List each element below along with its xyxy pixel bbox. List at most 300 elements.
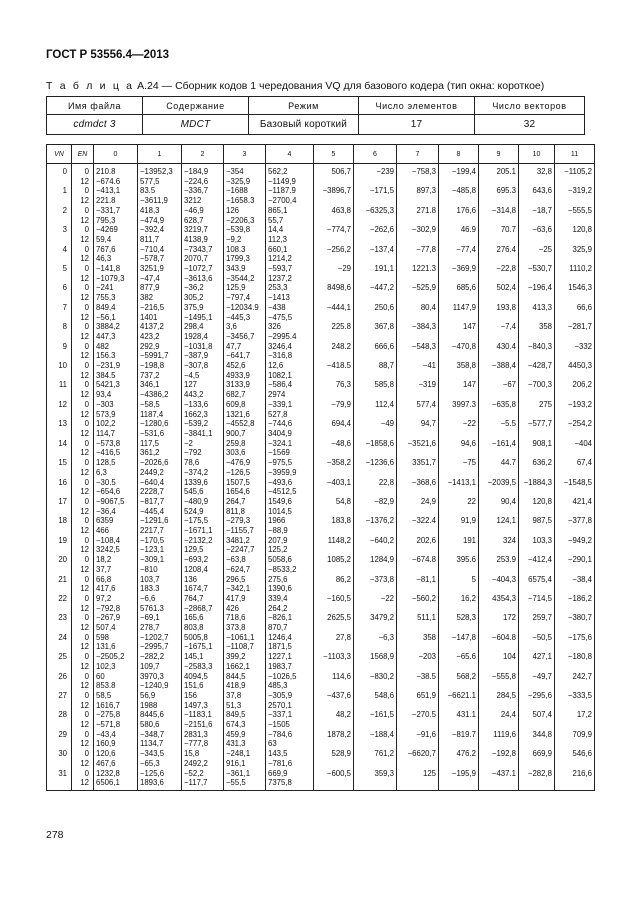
table-cell: −125,6 1893,6 bbox=[138, 769, 182, 791]
table-cell: −322.4 bbox=[397, 516, 439, 535]
row-en: 0 12 bbox=[72, 672, 94, 691]
table-cell: 718,6 373,8 bbox=[224, 613, 266, 632]
table-cell: −79,9 bbox=[314, 400, 354, 419]
table-cell: 431.1 bbox=[439, 710, 479, 729]
table-cell: −307,8 −4,5 bbox=[182, 361, 224, 380]
table-cell: 1110,2 bbox=[555, 264, 595, 283]
table-cell: −69,1 278,7 bbox=[138, 613, 182, 632]
table-cell: −175,5 −1671,1 bbox=[182, 516, 224, 535]
table-cell: −141,8 −1079,3 bbox=[94, 264, 138, 283]
table-cell: 48,2 bbox=[314, 710, 354, 729]
table-row bbox=[47, 769, 595, 791]
table-cell: −38,4 bbox=[555, 575, 595, 594]
table-cell: −256,2 bbox=[314, 245, 354, 264]
row-vn: 10 bbox=[47, 361, 72, 380]
row-en: 0 12 bbox=[72, 342, 94, 361]
table-row bbox=[47, 516, 595, 535]
table-cell: −412,4 bbox=[519, 555, 555, 574]
table-cell: 3481,2 −2247,7 bbox=[224, 536, 266, 555]
table-cell: −7,4 bbox=[479, 322, 519, 341]
table-cell: 242,7 bbox=[555, 672, 595, 691]
header-col-11: 11 bbox=[555, 145, 595, 164]
table-cell: −281,7 bbox=[555, 322, 595, 341]
table-cell: 120,8 bbox=[519, 497, 555, 516]
table-cell: −593,7 1237,2 bbox=[266, 264, 314, 283]
table-cell: 250,6 bbox=[354, 303, 397, 322]
table-cell: 46.9 bbox=[439, 225, 479, 244]
table-cell: 58,5 1616,7 bbox=[94, 691, 138, 710]
table-cell: −336,7 3212 bbox=[182, 186, 224, 205]
table-cell: 358 bbox=[397, 633, 439, 652]
table-cell: 5421,3 93,4 bbox=[94, 380, 138, 399]
table-cell: 248.2 bbox=[314, 342, 354, 361]
header-filename: Имя файла bbox=[47, 97, 143, 115]
table-cell: −319 bbox=[397, 380, 439, 399]
table-cell: −203 bbox=[397, 652, 439, 671]
table-cell: −77,4 bbox=[439, 245, 479, 264]
table-cell: −38.5 bbox=[397, 672, 439, 691]
table-cell: 3251,9 −47,4 bbox=[138, 264, 182, 283]
table-cell: −319,2 bbox=[555, 186, 595, 205]
table-cell: −303 573,9 bbox=[94, 400, 138, 419]
table-cell: 3219,7 4138,9 bbox=[182, 225, 224, 244]
table-cell: −1105,2 bbox=[555, 164, 595, 187]
table-cell: −337,1 −1505 bbox=[266, 710, 314, 729]
table-cell: −348,7 1134,7 bbox=[138, 730, 182, 749]
table-cell: 18,2 37,7 bbox=[94, 555, 138, 574]
table-cell: 1085,2 bbox=[314, 555, 354, 574]
table-cell: −199,4 bbox=[439, 164, 479, 187]
table-row bbox=[47, 322, 595, 341]
table-cell: −949,2 bbox=[555, 536, 595, 555]
table-cell: 120,6 467,6 bbox=[94, 749, 138, 768]
table-cell: 14,4 112,3 bbox=[266, 225, 314, 244]
row-vn: 19 bbox=[47, 536, 72, 555]
table-cell: −332 bbox=[555, 342, 595, 361]
table-cell: 5 bbox=[439, 575, 479, 594]
table-cell: −1072,7 −3613,6 bbox=[182, 264, 224, 283]
table-cell: −49,7 bbox=[519, 672, 555, 691]
table-row bbox=[47, 478, 595, 497]
table-cell: −91,6 bbox=[397, 730, 439, 749]
table-cell: −36,2 305,2 bbox=[182, 283, 224, 302]
table-cell: −184,9 −224,6 bbox=[182, 164, 224, 187]
table-cell: −295,6 bbox=[519, 691, 555, 710]
table-cell: −290,1 bbox=[555, 555, 595, 574]
table-cell: 609,8 1321,6 bbox=[224, 400, 266, 419]
table-cell: 325,9 bbox=[555, 245, 595, 264]
table-cell: −447,2 bbox=[354, 283, 397, 302]
table-cell: −826,1 870,7 bbox=[266, 613, 314, 632]
table-cell: 276.4 bbox=[479, 245, 519, 264]
table-cell: −3896,7 bbox=[314, 186, 354, 205]
row-vn: 6 bbox=[47, 283, 72, 302]
table-cell: −81,1 bbox=[397, 575, 439, 594]
table-row bbox=[47, 264, 595, 283]
table-cell: 2625,5 bbox=[314, 613, 354, 632]
table-cell: 292,9 −5991,7 bbox=[138, 342, 182, 361]
table-cell: −1236,6 bbox=[354, 458, 397, 477]
table-cell: 80,4 bbox=[397, 303, 439, 322]
table-cell: 66,6 bbox=[555, 303, 595, 322]
table-cell: −560,2 bbox=[397, 594, 439, 613]
table-cell: 463,8 bbox=[314, 206, 354, 225]
table-cell: −470,8 bbox=[439, 342, 479, 361]
table-cell: −49 bbox=[354, 419, 397, 438]
table-cell: −2026,6 2449,2 bbox=[138, 458, 182, 477]
table-cell: 358,8 bbox=[439, 361, 479, 380]
table-cell: 577,4 bbox=[397, 400, 439, 419]
row-en: 0 12 bbox=[72, 225, 94, 244]
row-vn: 20 bbox=[47, 555, 72, 574]
row-en: 0 12 bbox=[72, 322, 94, 341]
table-cell: −525,9 bbox=[397, 283, 439, 302]
table-row bbox=[47, 400, 595, 419]
header-col-0: 0 bbox=[94, 145, 138, 164]
table-cell: −3521,6 bbox=[397, 439, 439, 458]
table-cell: 3479,2 bbox=[354, 613, 397, 632]
table-cell: 1227,1 1983,7 bbox=[266, 652, 314, 671]
table-cell: 102,2 114,7 bbox=[94, 419, 138, 438]
row-vn: 14 bbox=[47, 439, 72, 458]
table-cell: −392,4 811,7 bbox=[138, 225, 182, 244]
table-row bbox=[47, 730, 595, 749]
table-cell: 16,2 bbox=[439, 594, 479, 613]
table-cell: −604.8 bbox=[479, 633, 519, 652]
table-cell: −241 755,3 bbox=[94, 283, 138, 302]
row-en: 0 12 bbox=[72, 458, 94, 477]
table-cell: −373,8 bbox=[354, 575, 397, 594]
table-cell: −82,9 bbox=[354, 497, 397, 516]
row-en: 0 12 bbox=[72, 613, 94, 632]
table-cell: −577,7 bbox=[519, 419, 555, 438]
header-col-6: 6 bbox=[354, 145, 397, 164]
table-cell: 5058,6 −8533,2 bbox=[266, 555, 314, 574]
row-en: 0 12 bbox=[72, 439, 94, 458]
table-cell: 37,8 51,3 bbox=[224, 691, 266, 710]
table-cell: 216,6 bbox=[555, 769, 595, 791]
table-cell: −354 −325,9 bbox=[224, 164, 266, 187]
table-cell: −262,6 bbox=[354, 225, 397, 244]
table-cell: 1568,9 bbox=[354, 652, 397, 671]
table-cell: 206,2 bbox=[555, 380, 595, 399]
row-vn: 16 bbox=[47, 478, 72, 497]
row-vn: 26 bbox=[47, 672, 72, 691]
row-vn: 30 bbox=[47, 749, 72, 768]
table-row bbox=[47, 225, 595, 244]
table-cell: −161,4 bbox=[479, 439, 519, 458]
table-cell: 15,8 2492,2 bbox=[182, 749, 224, 768]
table-cell: −29 bbox=[314, 264, 354, 283]
table-cell: 908,1 bbox=[519, 439, 555, 458]
header-col-8: 8 bbox=[439, 145, 479, 164]
table-cell: 764,7 −2868,7 bbox=[182, 594, 224, 613]
table-cell: 1148,2 bbox=[314, 536, 354, 555]
table-cell: 585,8 bbox=[354, 380, 397, 399]
table-cell: 70.7 bbox=[479, 225, 519, 244]
table-cell: −254,2 bbox=[555, 419, 595, 438]
table-cell: 172 bbox=[479, 613, 519, 632]
table-cell: −6,6 5761.3 bbox=[138, 594, 182, 613]
table-cell: 339,4 264,2 bbox=[266, 594, 314, 613]
table-cell: −530,7 bbox=[519, 264, 555, 283]
table-cell: 156 1497,3 bbox=[182, 691, 224, 710]
table-cell: −339,1 527,8 bbox=[266, 400, 314, 419]
table-cell: −192,8 bbox=[479, 749, 519, 768]
table-cell: 598 131,6 bbox=[94, 633, 138, 652]
table-cell: 275,6 1390,6 bbox=[266, 575, 314, 594]
table-cell: 24,4 bbox=[479, 710, 519, 729]
table-cell: −744,6 3404,9 bbox=[266, 419, 314, 438]
table-row bbox=[47, 575, 595, 594]
table-cell: 60 853.8 bbox=[94, 672, 138, 691]
table-cell: 128,5 6,3 bbox=[94, 458, 138, 477]
row-vn: 23 bbox=[47, 613, 72, 632]
table-row bbox=[47, 380, 595, 399]
table-cell: −480,9 524,9 bbox=[182, 497, 224, 516]
table-cell: −403,1 bbox=[314, 478, 354, 497]
table-cell: −108,4 3242,5 bbox=[94, 536, 138, 555]
row-vn: 28 bbox=[47, 710, 72, 729]
table-row bbox=[47, 613, 595, 632]
table-row bbox=[47, 594, 595, 613]
table-cell: −1291,6 2217,7 bbox=[138, 516, 182, 535]
table-cell: −65.6 bbox=[439, 652, 479, 671]
file-info-table bbox=[46, 96, 585, 135]
table-cell: −377,8 bbox=[555, 516, 595, 535]
row-vn: 9 bbox=[47, 342, 72, 361]
table-cell: −817,7 −445,4 bbox=[138, 497, 182, 516]
table-cell: 22,8 bbox=[354, 478, 397, 497]
table-cell: 844,5 418,9 bbox=[224, 672, 266, 691]
table-cell: 66,8 417,6 bbox=[94, 575, 138, 594]
table-cell: 125 bbox=[397, 769, 439, 791]
table-cell: −640,2 bbox=[354, 536, 397, 555]
table-cell: 877,9 382 bbox=[138, 283, 182, 302]
table-cell: −48,6 bbox=[314, 439, 354, 458]
table-cell: 275 bbox=[519, 400, 555, 419]
table-cell: 284,5 bbox=[479, 691, 519, 710]
header-element-count: Число элементов bbox=[359, 97, 475, 115]
table-cell: 430.4 bbox=[479, 342, 519, 361]
table-cell: −314,8 bbox=[479, 206, 519, 225]
codebook-table bbox=[46, 144, 595, 791]
table-cell: −6621.1 bbox=[439, 691, 479, 710]
table-cell: 205.1 bbox=[479, 164, 519, 187]
table-cell: 114,6 bbox=[314, 672, 354, 691]
table-cell: 897,3 bbox=[397, 186, 439, 205]
table-cell: 643,6 bbox=[519, 186, 555, 205]
value-mode: Базовый короткий bbox=[249, 115, 359, 135]
table-cell: 4137,2 423,2 bbox=[138, 322, 182, 341]
table-cell: 418,3 −474,9 bbox=[138, 206, 182, 225]
row-en: 0 12 bbox=[72, 575, 94, 594]
table-cell: −6325,3 bbox=[354, 206, 397, 225]
table-row bbox=[47, 439, 595, 458]
table-cell: 94,7 bbox=[397, 419, 439, 438]
table-cell: −428,7 bbox=[519, 361, 555, 380]
table-cell: 120,8 bbox=[555, 225, 595, 244]
table-cell: 3997.3 bbox=[439, 400, 479, 419]
table-cell: 193,8 bbox=[479, 303, 519, 322]
table-row bbox=[47, 633, 595, 652]
table-cell: 636,2 bbox=[519, 458, 555, 477]
table-cell: 685,6 bbox=[439, 283, 479, 302]
table-cell: −186,2 bbox=[555, 594, 595, 613]
table-cell: 3246,4 −316,8 bbox=[266, 342, 314, 361]
codebook-header-row bbox=[47, 145, 595, 164]
table-row bbox=[47, 283, 595, 302]
table-cell: 183,8 bbox=[314, 516, 354, 535]
table-cell: 97,2 −792,8 bbox=[94, 594, 138, 613]
row-en: 0 12 bbox=[72, 303, 94, 322]
table-row bbox=[47, 458, 595, 477]
table-cell: 1507,5 1654,6 bbox=[224, 478, 266, 497]
table-cell: 91,9 bbox=[439, 516, 479, 535]
table-cell: 548,6 bbox=[354, 691, 397, 710]
row-vn: 27 bbox=[47, 691, 72, 710]
table-cell: −758,3 bbox=[397, 164, 439, 187]
row-en: 0 12 bbox=[72, 380, 94, 399]
table-cell: 1339,6 545,6 bbox=[182, 478, 224, 497]
row-vn: 17 bbox=[47, 497, 72, 516]
table-cell: 507,4 bbox=[519, 710, 555, 729]
table-cell: −161,5 bbox=[354, 710, 397, 729]
row-en: 0 12 bbox=[72, 419, 94, 438]
table-cell: 865,1 55,7 bbox=[266, 206, 314, 225]
table-cell: 767,6 46,3 bbox=[94, 245, 138, 264]
table-row bbox=[47, 672, 595, 691]
table-cell: −50,5 bbox=[519, 633, 555, 652]
table-cell: 482 156.3 bbox=[94, 342, 138, 361]
row-vn: 13 bbox=[47, 419, 72, 438]
table-cell: 506,7 bbox=[314, 164, 354, 187]
table-cell: 124,1 bbox=[479, 516, 519, 535]
table-row bbox=[47, 361, 595, 380]
table-cell: 88,7 bbox=[354, 361, 397, 380]
table-cell: −600,5 bbox=[314, 769, 354, 791]
table-cell: −714,5 bbox=[519, 594, 555, 613]
table-cell: 56,9 1988 bbox=[138, 691, 182, 710]
row-vn: 31 bbox=[47, 769, 72, 791]
table-cell: −4269 59,4 bbox=[94, 225, 138, 244]
table-cell: −188,4 bbox=[354, 730, 397, 749]
table-cell: 326 −2995.4 bbox=[266, 322, 314, 341]
table-row bbox=[47, 186, 595, 205]
table-cell: −635,8 bbox=[479, 400, 519, 419]
table-cell: −539,8 −9,2 bbox=[224, 225, 266, 244]
table-cell: 103,7 183.3 bbox=[138, 575, 182, 594]
table-cell: −975,5 −3959,9 bbox=[266, 458, 314, 477]
row-en: 0 12 bbox=[72, 749, 94, 768]
table-cell: −1026,5 485,3 bbox=[266, 672, 314, 691]
table-cell: −43,4 160,9 bbox=[94, 730, 138, 749]
table-cell: −1884,3 bbox=[519, 478, 555, 497]
table-cell: −195,9 bbox=[439, 769, 479, 791]
row-vn: 11 bbox=[47, 380, 72, 399]
document-header: ГОСТ Р 53556.4—2013 bbox=[46, 49, 170, 61]
table-cell: 264,7 811,8 bbox=[224, 497, 266, 516]
table-cell: −302,9 bbox=[397, 225, 439, 244]
table-cell: −1031,8 −387,9 bbox=[182, 342, 224, 361]
table-cell: −196,4 bbox=[519, 283, 555, 302]
table-cell: 24,9 bbox=[397, 497, 439, 516]
table-cell: 145,1 −2583,3 bbox=[182, 652, 224, 671]
table-row bbox=[47, 497, 595, 516]
header-content: Содержание bbox=[143, 97, 249, 115]
row-vn: 12 bbox=[47, 400, 72, 419]
table-cell: −231,9 384.5 bbox=[94, 361, 138, 380]
table-cell: 147 bbox=[439, 380, 479, 399]
row-vn: 22 bbox=[47, 594, 72, 613]
table-cell: 165,6 803,8 bbox=[182, 613, 224, 632]
table-cell: 296,5 −342,1 bbox=[224, 575, 266, 594]
table-cell: 32,8 bbox=[519, 164, 555, 187]
table-cell: −25 bbox=[519, 245, 555, 264]
table-cell: 459,9 431,3 bbox=[224, 730, 266, 749]
table-cell: 1878,2 bbox=[314, 730, 354, 749]
row-en: 0 12 bbox=[72, 691, 94, 710]
table-cell: −437,6 bbox=[314, 691, 354, 710]
table-cell: −388,4 bbox=[479, 361, 519, 380]
table-cell: 709,9 bbox=[555, 730, 595, 749]
row-en: 0 12 bbox=[72, 206, 94, 225]
table-cell: −2039,5 bbox=[479, 478, 519, 497]
row-vn: 25 bbox=[47, 652, 72, 671]
table-cell: 1546,3 bbox=[555, 283, 595, 302]
table-cell: −13952,3 577,5 bbox=[138, 164, 182, 187]
table-cell: 427,1 bbox=[519, 652, 555, 671]
table-cell: 104 bbox=[479, 652, 519, 671]
row-en: 0 12 bbox=[72, 478, 94, 497]
table-cell: −6620,7 bbox=[397, 749, 439, 768]
table-cell: 421,4 bbox=[555, 497, 595, 516]
table-cell: 143,5 −781,6 bbox=[266, 749, 314, 768]
table-cell: 1284,9 bbox=[354, 555, 397, 574]
table-cell: 44.7 bbox=[479, 458, 519, 477]
header-col-3: 3 bbox=[224, 145, 266, 164]
table-cell: −710,4 −578,7 bbox=[138, 245, 182, 264]
table-cell: −133,6 1662,3 bbox=[182, 400, 224, 419]
table-cell: −444,1 bbox=[314, 303, 354, 322]
table-cell: 207,9 125,2 bbox=[266, 536, 314, 555]
value-filename: cdmdct 3 bbox=[47, 115, 143, 135]
table-cell: 395.6 bbox=[439, 555, 479, 574]
table-row bbox=[47, 164, 595, 187]
page-number: 278 bbox=[46, 829, 64, 841]
table-cell: 4094,5 151,6 bbox=[182, 672, 224, 691]
table-cell: −476,9 −126,5 bbox=[224, 458, 266, 477]
header-col-7: 7 bbox=[397, 145, 439, 164]
row-vn: 18 bbox=[47, 516, 72, 535]
table-cell: −1376,2 bbox=[354, 516, 397, 535]
table-cell: 346,1 −4386,2 bbox=[138, 380, 182, 399]
table-cell: −555,8 bbox=[479, 672, 519, 691]
table-cell: −180,8 bbox=[555, 652, 595, 671]
header-col-4: 4 bbox=[266, 145, 314, 164]
table-cell: 83.5 −3611,9 bbox=[138, 186, 182, 205]
row-en: 0 12 bbox=[72, 633, 94, 652]
table-cell: −1688 −1658.3 bbox=[224, 186, 266, 205]
table-cell: 359,3 bbox=[354, 769, 397, 791]
table-cell: 761,2 bbox=[354, 749, 397, 768]
table-cell: −6,3 bbox=[354, 633, 397, 652]
row-en: 0 12 bbox=[72, 164, 94, 187]
header-col-9: 9 bbox=[479, 145, 519, 164]
table-cell: 78,6 −374,2 bbox=[182, 458, 224, 477]
table-cell: −4552,8 900,7 bbox=[224, 419, 266, 438]
table-cell: 324 bbox=[479, 536, 519, 555]
